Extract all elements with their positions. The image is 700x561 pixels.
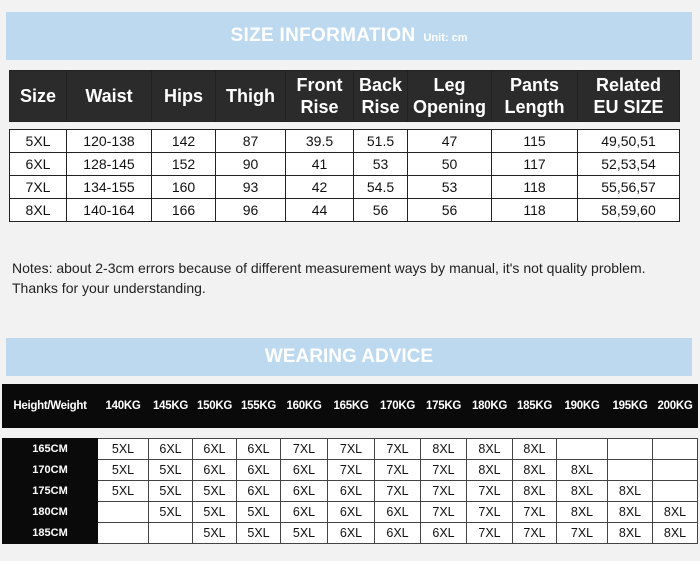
notes	[12, 258, 688, 298]
wearing-size-cell: 5XL	[98, 439, 149, 460]
wearing-size-cell: 8XL	[421, 439, 467, 460]
wearing-size-cell	[608, 439, 653, 460]
wearing-size-cell: 6XL	[193, 439, 237, 460]
wearing-size-cell: 7XL	[375, 460, 421, 481]
wearing-size-cell: 5XL	[193, 481, 237, 502]
wearing-size-cell: 6XL	[193, 460, 237, 481]
gap-cell	[98, 428, 149, 439]
size-cell: 7XL	[10, 176, 67, 199]
wearing-size-cell: 6XL	[328, 481, 375, 502]
size-header-text: Front	[296, 75, 343, 95]
size-row	[10, 130, 680, 153]
size-header-text: Hips	[163, 86, 203, 106]
size-cell: 39.5	[286, 130, 354, 153]
wearing-size-cell: 5XL	[149, 502, 193, 523]
wearing-size-cell: 5XL	[149, 460, 193, 481]
wearing-size-cell: 6XL	[421, 523, 467, 544]
size-header-text: Opening	[413, 97, 486, 117]
spacer-cell	[578, 122, 680, 130]
size-row	[10, 199, 680, 222]
wearing-size-cell: 8XL	[467, 460, 513, 481]
wearing-size-cell: 6XL	[328, 502, 375, 523]
wearing-size-cell: 5XL	[281, 523, 328, 544]
spacer-cell	[10, 122, 67, 130]
weight-header: 200KG	[653, 385, 698, 428]
size-row	[10, 153, 680, 176]
size-cell: 58,59,60	[578, 199, 680, 222]
spacer-cell	[354, 122, 408, 130]
wearing-size-cell: 6XL	[375, 523, 421, 544]
gap-cell	[375, 428, 421, 439]
weight-header: 165KG	[328, 385, 375, 428]
wearing-size-cell: 6XL	[237, 460, 281, 481]
height-weight-corner: Height/Weight	[3, 385, 98, 428]
size-header-cell	[152, 71, 216, 122]
weight-header: 185KG	[513, 385, 557, 428]
gap-cell	[653, 428, 698, 439]
size-cell: 87	[216, 130, 286, 153]
wearing-size-cell: 7XL	[328, 439, 375, 460]
size-cell: 118	[492, 199, 578, 222]
wearing-size-cell: 8XL	[653, 502, 698, 523]
size-information-banner	[6, 12, 692, 60]
wearing-size-cell: 7XL	[421, 481, 467, 502]
weight-header: 190KG	[557, 385, 608, 428]
size-cell: 160	[152, 176, 216, 199]
wearing-size-cell	[608, 460, 653, 481]
wearing-size-cell: 7XL	[375, 439, 421, 460]
weight-header: 170KG	[375, 385, 421, 428]
size-cell: 140-164	[67, 199, 152, 222]
wearing-size-cell: 5XL	[237, 502, 281, 523]
size-header-text: EU SIZE	[593, 97, 664, 117]
wearing-size-cell	[557, 439, 608, 460]
size-cell: 41	[286, 153, 354, 176]
wearing-size-cell: 7XL	[328, 460, 375, 481]
wearing-advice-table	[2, 384, 698, 544]
wearing-size-cell: 8XL	[608, 523, 653, 544]
size-cell: 53	[354, 153, 408, 176]
wearing-size-cell: 8XL	[513, 439, 557, 460]
wearing-size-cell: 6XL	[328, 523, 375, 544]
size-header-cell	[492, 71, 578, 122]
wearing-size-cell: 7XL	[557, 523, 608, 544]
weight-header: 195KG	[608, 385, 653, 428]
wearing-size-cell: 5XL	[237, 523, 281, 544]
wearing-size-cell: 7XL	[375, 481, 421, 502]
wearing-size-cell: 8XL	[608, 481, 653, 502]
size-cell: 6XL	[10, 153, 67, 176]
notes-line: Notes: about 2-3cm errors because of different measurement ways by manual, it's not quality problem.	[12, 260, 646, 276]
weight-header: 145KG	[149, 385, 193, 428]
wearing-size-cell: 8XL	[557, 481, 608, 502]
thanks-line: Thanks for your understanding.	[12, 280, 206, 296]
wearing-size-cell: 7XL	[467, 502, 513, 523]
wearing-row	[3, 502, 698, 523]
size-cell: 51.5	[354, 130, 408, 153]
wearing-size-cell: 6XL	[375, 502, 421, 523]
wearing-size-cell	[653, 460, 698, 481]
gap-cell	[193, 428, 237, 439]
size-cell: 166	[152, 199, 216, 222]
size-table	[9, 70, 680, 222]
weight-header: 150KG	[193, 385, 237, 428]
size-cell: 44	[286, 199, 354, 222]
wearing-size-cell: 7XL	[467, 481, 513, 502]
weight-header: 160KG	[281, 385, 328, 428]
size-header-text: Related	[595, 75, 662, 95]
wearing-size-cell: 8XL	[557, 502, 608, 523]
size-cell: 117	[492, 153, 578, 176]
size-cell: 47	[408, 130, 492, 153]
wearing-size-cell	[653, 439, 698, 460]
size-cell: 56	[354, 199, 408, 222]
size-cell: 49,50,51	[578, 130, 680, 153]
wearing-size-cell: 5XL	[193, 523, 237, 544]
spacer-row	[10, 122, 680, 130]
wearing-size-cell: 5XL	[98, 460, 149, 481]
size-header-text: Waist	[85, 86, 133, 106]
wearing-size-cell	[98, 523, 149, 544]
height-label: 165CM	[3, 439, 98, 460]
size-cell: 96	[216, 199, 286, 222]
wearing-size-cell: 6XL	[281, 481, 328, 502]
size-row	[10, 176, 680, 199]
size-cell: 152	[152, 153, 216, 176]
spacer-cell	[286, 122, 354, 130]
wearing-size-cell: 8XL	[653, 523, 698, 544]
wearing-size-cell: 7XL	[421, 502, 467, 523]
wearing-size-cell: 8XL	[467, 439, 513, 460]
wearing-size-cell: 5XL	[193, 502, 237, 523]
size-header-cell	[408, 71, 492, 122]
size-header-text: Leg	[433, 75, 466, 95]
wearing-size-cell	[149, 523, 193, 544]
wearing-size-cell: 7XL	[467, 523, 513, 544]
gap-cell	[557, 428, 608, 439]
size-cell: 115	[492, 130, 578, 153]
wearing-size-cell: 8XL	[557, 460, 608, 481]
wearing-size-cell: 5XL	[149, 481, 193, 502]
gap-cell	[3, 428, 98, 439]
wearing-size-cell	[98, 502, 149, 523]
size-header-text: Rise	[361, 97, 400, 117]
size-cell: 142	[152, 130, 216, 153]
wearing-size-cell: 6XL	[237, 481, 281, 502]
wearing-advice-banner	[6, 338, 692, 376]
weight-header: 180KG	[467, 385, 513, 428]
size-header-cell	[286, 71, 354, 122]
size-header-text: Back	[358, 75, 403, 95]
size-cell: 53	[408, 176, 492, 199]
wearing-size-cell: 8XL	[513, 460, 557, 481]
wearing-advice-title: WEARING ADVICE	[264, 346, 434, 367]
wearing-size-cell: 5XL	[98, 481, 149, 502]
wearing-row	[3, 523, 698, 544]
gap-cell	[513, 428, 557, 439]
gap-cell	[467, 428, 513, 439]
wearing-size-cell: 6XL	[281, 460, 328, 481]
gap-cell	[421, 428, 467, 439]
size-cell: 56	[408, 199, 492, 222]
size-cell: 93	[216, 176, 286, 199]
wearing-size-cell: 7XL	[513, 523, 557, 544]
wearing-size-cell: 8XL	[513, 481, 557, 502]
spacer-cell	[216, 122, 286, 130]
spacer-cell	[67, 122, 152, 130]
size-header-text: Pants	[509, 75, 560, 95]
height-label: 175CM	[3, 481, 98, 502]
gap-cell	[149, 428, 193, 439]
weight-header: 155KG	[237, 385, 281, 428]
weight-header: 175KG	[421, 385, 467, 428]
size-header-cell	[578, 71, 680, 122]
wearing-size-cell: 7XL	[281, 439, 328, 460]
size-cell: 50	[408, 153, 492, 176]
gap-cell	[281, 428, 328, 439]
size-header-text: Rise	[300, 97, 339, 117]
size-information-title: SIZE INFORMATION	[230, 25, 416, 46]
size-header-cell	[10, 71, 67, 122]
gap-cell	[328, 428, 375, 439]
wearing-size-cell: 6XL	[149, 439, 193, 460]
unit-label: Unit: cm	[423, 32, 468, 44]
gap-cell	[608, 428, 653, 439]
size-header-cell	[354, 71, 408, 122]
size-cell: 55,56,57	[578, 176, 680, 199]
size-cell: 52,53,54	[578, 153, 680, 176]
spacer-cell	[492, 122, 578, 130]
weight-header: 140KG	[98, 385, 149, 428]
size-cell: 42	[286, 176, 354, 199]
spacer-cell	[152, 122, 216, 130]
size-header-text: Thigh	[226, 86, 275, 106]
size-cell: 54.5	[354, 176, 408, 199]
wearing-size-cell	[653, 481, 698, 502]
size-cell: 118	[492, 176, 578, 199]
size-cell: 120-138	[67, 130, 152, 153]
wearing-size-cell: 7XL	[513, 502, 557, 523]
wearing-size-cell: 7XL	[421, 460, 467, 481]
height-label: 170CM	[3, 460, 98, 481]
wearing-row	[3, 460, 698, 481]
wearing-size-cell: 8XL	[608, 502, 653, 523]
gap-cell	[237, 428, 281, 439]
size-header-text: Length	[504, 97, 565, 117]
size-header-cell	[67, 71, 152, 122]
wearing-row	[3, 481, 698, 502]
wearing-size-cell: 6XL	[237, 439, 281, 460]
size-cell: 8XL	[10, 199, 67, 222]
size-header-cell	[216, 71, 286, 122]
wearing-row	[3, 439, 698, 460]
size-cell: 128-145	[67, 153, 152, 176]
size-header-text: Size	[19, 86, 57, 106]
spacer-cell	[408, 122, 492, 130]
size-cell: 90	[216, 153, 286, 176]
size-cell: 5XL	[10, 130, 67, 153]
height-label: 180CM	[3, 502, 98, 523]
wearing-size-cell: 6XL	[281, 502, 328, 523]
size-cell: 134-155	[67, 176, 152, 199]
gap-row	[3, 428, 698, 439]
height-label: 185CM	[3, 523, 98, 544]
